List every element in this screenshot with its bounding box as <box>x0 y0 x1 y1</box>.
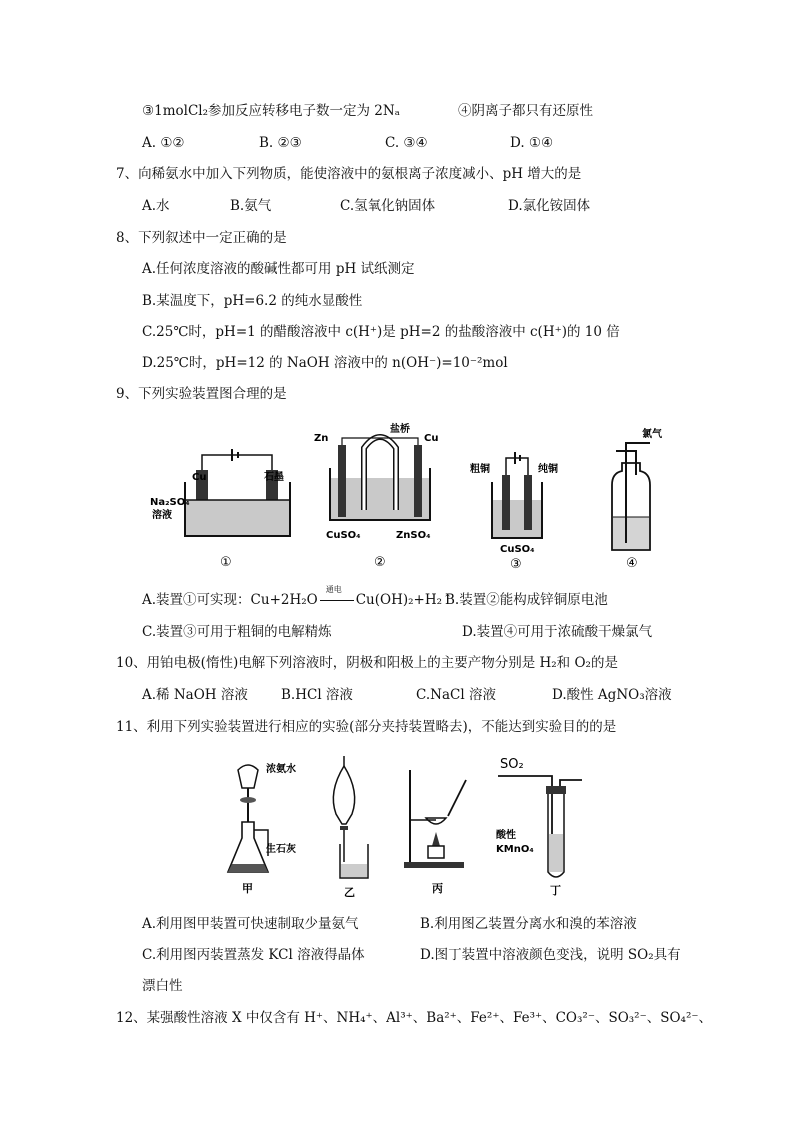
figure-3-number: ③ <box>510 557 522 570</box>
q10-option-a: A.稀 NaOH 溶液 <box>142 687 248 703</box>
f2-solution-right: ZnSO₄ <box>396 530 431 541</box>
q8-option-d: D.25℃时，pH=12 的 NaOH 溶液中的 n(OH⁻)=10⁻²mol <box>142 355 508 371</box>
ding-solution-label-2: KMnO₄ <box>496 844 534 855</box>
question-8-stem: 8、下列叙述中一定正确的是 <box>116 230 287 246</box>
q11-option-c: C.利用图丙装置蒸发 KCl 溶液得晶体 <box>142 947 365 963</box>
f3-solution-label: CuSO₄ <box>500 544 535 555</box>
f1-cu-label: Cu <box>192 472 207 483</box>
figure-ding-test-tube <box>494 750 589 900</box>
f2-zn-label: Zn <box>314 433 329 444</box>
figure-1-electrolysis <box>150 440 300 570</box>
jia-top-label: 浓氨水 <box>266 764 296 775</box>
q7-option-a: A.水 <box>142 198 170 214</box>
option-d: D. ①④ <box>510 135 554 151</box>
figure-ding-name: 丁 <box>550 884 561 897</box>
figure-yi-separatory-funnel <box>322 752 382 900</box>
figure-jia-name: 甲 <box>242 882 253 895</box>
jia-middle-label: 生石灰 <box>266 844 296 855</box>
ding-solution-label-1: 酸性 <box>496 830 516 841</box>
q10-option-b: B.HCl 溶液 <box>281 687 353 703</box>
question-11-stem: 11、利用下列实验装置进行相应的实验(部分夹持装置略去)，不能达到实验目的的是 <box>116 719 617 735</box>
q11-option-a: A.利用图甲装置可快速制取少量氨气 <box>142 916 359 932</box>
q11-option-d: D.图丁装置中溶液颜色变浅，说明 SO₂具有 <box>420 947 681 963</box>
f1-graphite-label: 石墨 <box>264 472 284 483</box>
f1-solution-label-2: 溶液 <box>152 510 172 521</box>
question-10-stem: 10、用铂电极(惰性)电解下列溶液时，阴极和阳极上的主要产物分别是 H₂和 O₂的是 <box>116 655 618 671</box>
figure-yi-name: 乙 <box>344 886 355 899</box>
q9-option-c: C.装置③可用于粗铜的电解精炼 <box>142 624 332 640</box>
figure-jia-ammonia-generator <box>220 760 320 900</box>
q8-option-c: C.25℃时，pH=1 的醋酸溶液中 c(H⁺)是 pH=2 的盐酸溶液中 c(H⁺)的 10 倍 <box>142 324 620 340</box>
q10-option-d: D.酸性 AgNO₃溶液 <box>552 687 672 703</box>
figure-2-number: ② <box>374 555 386 570</box>
q11-option-d-continued: 漂白性 <box>142 978 183 994</box>
figure-4-number: ④ <box>626 556 638 570</box>
statement-4: ④阴离子都只有还原性 <box>458 103 593 119</box>
q10-option-c: C.NaCl 溶液 <box>416 687 496 703</box>
option-a: A. ①② <box>142 135 185 151</box>
f3-right-electrode: 纯铜 <box>538 464 558 475</box>
figure-2-galvanic-cell <box>312 420 447 570</box>
q8-option-b: B.某温度下，pH=6.2 的纯水显酸性 <box>142 293 363 309</box>
q11-option-b: B.利用图乙装置分离水和溴的苯溶液 <box>420 916 637 932</box>
q9-option-a: A.装置①可实现：Cu+2H₂O 通电 Cu(OH)₂+H₂↑ <box>142 590 453 610</box>
question-7-stem: 7、向稀氨水中加入下列物质，能使溶液中的氨根离子浓度减小、pH 增大的是 <box>116 166 582 182</box>
figure-bing-evaporation <box>402 760 482 900</box>
q8-option-a: A.任何浓度溶液的酸碱性都可用 pH 试纸测定 <box>142 261 415 277</box>
figure-1-number: ① <box>220 555 232 570</box>
statement-3: ③1molCl₂参加反应转移电子数一定为 2Nₐ <box>142 103 400 119</box>
f4-gas-label: 氯气 <box>642 429 662 440</box>
question-12-stem: 12、某强酸性溶液 X 中仅含有 H⁺、NH₄⁺、Al³⁺、Ba²⁺、Fe²⁺、Fe³⁺、CO₃²⁻、SO₃²⁻、SO₄²⁻、 <box>116 1010 712 1026</box>
question-9-stem: 9、下列实验装置图合理的是 <box>116 386 287 402</box>
figure-bing-name: 丙 <box>432 882 443 895</box>
option-c: C. ③④ <box>385 135 428 151</box>
figure-3-electrorefining <box>470 440 570 570</box>
f2-salt-bridge-label: 盐桥 <box>390 424 410 435</box>
q7-option-d: D.氯化铵固体 <box>508 198 591 214</box>
q9-option-d: D.装置④可用于浓硫酸干燥氯气 <box>462 624 653 640</box>
f2-solution-left: CuSO₄ <box>326 530 361 541</box>
q7-option-b: B.氨气 <box>230 198 272 214</box>
q9-option-b: B.装置②能构成锌铜原电池 <box>445 592 608 608</box>
q9-condition-label: 通电 <box>325 585 342 594</box>
f2-cu-label: Cu <box>424 433 439 444</box>
ding-gas-label: SO₂ <box>500 757 524 772</box>
f1-solution-label-1: Na₂SO₄ <box>150 497 190 508</box>
figure-4-gas-washing-bottle <box>590 425 680 570</box>
q7-option-c: C.氢氧化钠固体 <box>340 198 436 214</box>
f3-left-electrode: 粗铜 <box>470 464 490 475</box>
option-b: B. ②③ <box>259 135 302 151</box>
